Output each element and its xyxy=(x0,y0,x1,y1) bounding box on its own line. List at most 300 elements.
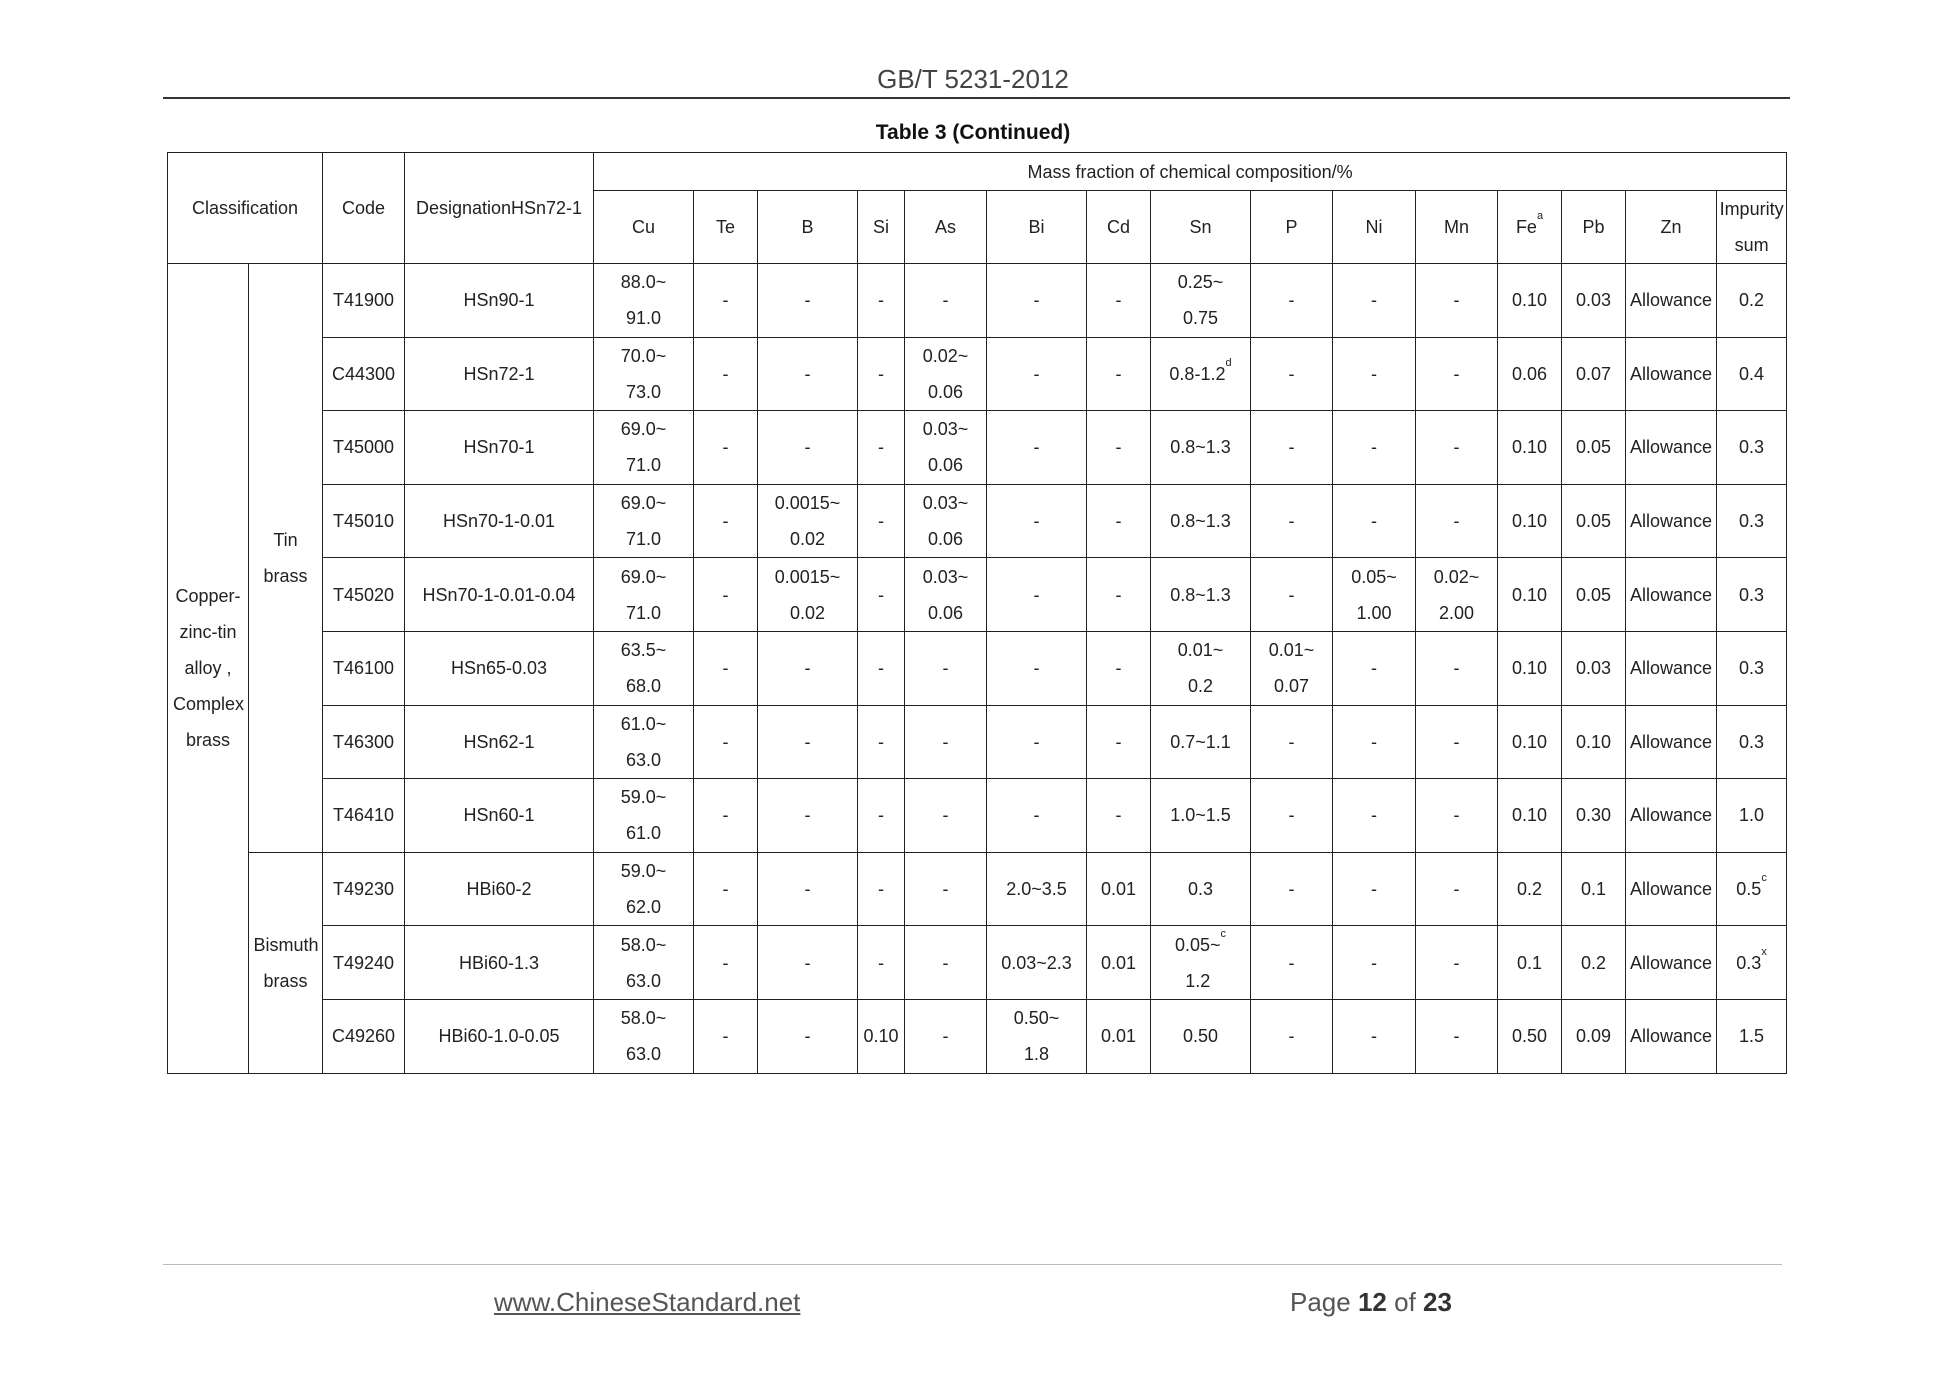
cell-pb xyxy=(1562,779,1626,853)
cell-te xyxy=(694,484,758,558)
cell-imp-value: 0.3 xyxy=(1736,952,1762,973)
cell-fe-value: 0.10 xyxy=(1511,731,1548,752)
cell-pb xyxy=(1562,264,1626,338)
cell-sn xyxy=(1151,484,1251,558)
header-cd: Cd xyxy=(1087,191,1151,264)
cell-sn xyxy=(1151,631,1251,705)
cell-code xyxy=(323,705,405,779)
cell-si-value: - xyxy=(878,952,885,973)
cell-ni-value: - xyxy=(1371,290,1378,311)
cell-imp-value: 0.4 xyxy=(1739,363,1765,384)
cell-ni xyxy=(1333,926,1416,1000)
cell-b xyxy=(758,484,858,558)
cell-as xyxy=(905,264,987,338)
cell-bi-value: - xyxy=(1033,437,1040,458)
cell-cu xyxy=(594,999,694,1073)
cell-sn-value: 0.05~ 1.2 xyxy=(1174,934,1221,991)
cell-cu-value: 59.0~ 61.0 xyxy=(620,787,667,844)
cell-sn-value: 0.25~ 0.75 xyxy=(1177,272,1224,329)
cell-imp xyxy=(1717,999,1787,1073)
cell-pb xyxy=(1562,926,1626,1000)
cell-designation-value: HSn62-1 xyxy=(463,731,535,752)
cell-zn xyxy=(1626,779,1717,853)
cell-si-value: - xyxy=(878,584,885,605)
cell-code-value: C44300 xyxy=(331,363,396,384)
header-divider xyxy=(163,97,1790,99)
cell-zn-value: Allowance xyxy=(1629,511,1713,532)
cell-sn xyxy=(1151,411,1251,485)
cell-si xyxy=(858,926,905,1000)
cell-designation-value: HSn70-1-0.01 xyxy=(442,511,556,532)
cell-sn xyxy=(1151,926,1251,1000)
cell-pb xyxy=(1562,411,1626,485)
cell-si xyxy=(858,999,905,1073)
cell-cu xyxy=(594,337,694,411)
cell-as-value: 0.03~ 0.06 xyxy=(922,419,969,476)
cell-ni xyxy=(1333,411,1416,485)
header-b: B xyxy=(758,191,858,264)
cell-ni xyxy=(1333,705,1416,779)
cell-mn-value: - xyxy=(1453,952,1460,973)
cell-p xyxy=(1251,631,1333,705)
cell-mn xyxy=(1416,705,1498,779)
cell-fe xyxy=(1498,852,1562,926)
cell-si-value: - xyxy=(878,805,885,826)
cell-p xyxy=(1251,484,1333,558)
cell-mn xyxy=(1416,484,1498,558)
table-row xyxy=(168,264,1787,338)
cell-bi xyxy=(987,852,1087,926)
cell-imp xyxy=(1717,411,1787,485)
cell-bi xyxy=(987,337,1087,411)
cell-p-value: - xyxy=(1288,805,1295,826)
cell-designation xyxy=(405,337,594,411)
cell-code xyxy=(323,264,405,338)
cell-designation xyxy=(405,558,594,632)
table-row xyxy=(168,852,1787,926)
cell-mn xyxy=(1416,779,1498,853)
cell-zn-value: Allowance xyxy=(1629,805,1713,826)
cell-te-value: - xyxy=(722,437,729,458)
cell-cd-value: 0.01 xyxy=(1100,1026,1137,1047)
cell-imp-footnote: c xyxy=(1761,872,1767,885)
cell-zn-value: Allowance xyxy=(1629,290,1713,311)
cell-b-value: - xyxy=(804,1026,811,1047)
cell-pb xyxy=(1562,337,1626,411)
cell-bi-value: - xyxy=(1033,731,1040,752)
cell-pb xyxy=(1562,852,1626,926)
header-impurity-sum xyxy=(1717,191,1787,264)
cell-te xyxy=(694,705,758,779)
subgroup-label: Bismuth brass xyxy=(253,934,319,991)
cell-zn-value: Allowance xyxy=(1629,437,1713,458)
cell-mn-value: - xyxy=(1453,437,1460,458)
cell-imp-value: 0.3 xyxy=(1739,584,1765,605)
cell-b xyxy=(758,705,858,779)
cell-code-value: C49260 xyxy=(331,1026,396,1047)
header-fe-footnote: a xyxy=(1536,210,1544,222)
cell-mn-value: - xyxy=(1453,805,1460,826)
cell-sn-value: 0.01~ 0.2 xyxy=(1177,640,1224,697)
cell-pb-value: 0.09 xyxy=(1575,1026,1612,1047)
cell-si-value: - xyxy=(878,731,885,752)
cell-bi-value: - xyxy=(1033,290,1040,311)
cell-designation xyxy=(405,705,594,779)
cell-ni-value: 0.05~ 1.00 xyxy=(1351,566,1397,623)
cell-si-value: - xyxy=(878,363,885,384)
header-cu: Cu xyxy=(594,191,694,264)
cell-mn xyxy=(1416,926,1498,1000)
cell-code-value: T45010 xyxy=(332,511,395,532)
cell-imp xyxy=(1717,631,1787,705)
cell-b-value: - xyxy=(804,805,811,826)
cell-sn-value: 0.3 xyxy=(1188,879,1214,900)
cell-sn-value: 1.0~1.5 xyxy=(1170,805,1231,826)
cell-designation-value: HBi60-1.3 xyxy=(458,952,540,973)
cell-b-value: - xyxy=(804,437,811,458)
cell-as-value: - xyxy=(942,658,949,679)
cell-zn-value: Allowance xyxy=(1629,731,1713,752)
cell-code xyxy=(323,926,405,1000)
cell-cd-value: - xyxy=(1115,290,1122,311)
cell-imp xyxy=(1717,926,1787,1000)
cell-b xyxy=(758,558,858,632)
cell-mn xyxy=(1416,411,1498,485)
cell-ni xyxy=(1333,264,1416,338)
cell-cu-value: 58.0~ 63.0 xyxy=(620,1008,667,1065)
cell-b xyxy=(758,631,858,705)
cell-cu-value: 63.5~ 68.0 xyxy=(620,640,667,697)
cell-p xyxy=(1251,337,1333,411)
cell-pb xyxy=(1562,999,1626,1073)
cell-pb-value: 0.07 xyxy=(1575,363,1612,384)
cell-si xyxy=(858,484,905,558)
cell-fe-value: 0.10 xyxy=(1511,290,1548,311)
cell-ni xyxy=(1333,779,1416,853)
cell-mn-value: - xyxy=(1453,1026,1460,1047)
cell-imp-value: 1.5 xyxy=(1739,1026,1765,1047)
cell-p xyxy=(1251,999,1333,1073)
cell-as-value: - xyxy=(942,731,949,752)
group-cell xyxy=(168,264,249,1074)
cell-cd-value: - xyxy=(1115,658,1122,679)
cell-sn xyxy=(1151,264,1251,338)
page-of: of xyxy=(1394,1287,1416,1317)
cell-imp-value: 0.3 xyxy=(1739,511,1765,532)
cell-sn xyxy=(1151,999,1251,1073)
cell-mn-value: - xyxy=(1453,658,1460,679)
cell-zn xyxy=(1626,484,1717,558)
cell-b-value: 0.0015~ 0.02 xyxy=(774,566,841,623)
cell-code xyxy=(323,484,405,558)
cell-cd-value: - xyxy=(1115,584,1122,605)
cell-pb xyxy=(1562,631,1626,705)
cell-ni xyxy=(1333,852,1416,926)
cell-bi-value: 2.0~3.5 xyxy=(1006,879,1067,900)
cell-fe-value: 0.10 xyxy=(1511,805,1548,826)
cell-code xyxy=(323,337,405,411)
cell-cu xyxy=(594,484,694,558)
cell-b xyxy=(758,926,858,1000)
cell-fe xyxy=(1498,337,1562,411)
cell-zn-value: Allowance xyxy=(1629,1026,1713,1047)
cell-designation xyxy=(405,926,594,1000)
cell-pb-value: 0.03 xyxy=(1575,658,1612,679)
cell-zn xyxy=(1626,411,1717,485)
cell-imp-value: 1.0 xyxy=(1739,805,1765,826)
cell-as-value: 0.02~ 0.06 xyxy=(922,345,969,402)
cell-pb-value: 0.30 xyxy=(1575,805,1612,826)
cell-imp xyxy=(1717,337,1787,411)
cell-si-value: - xyxy=(878,437,885,458)
cell-te xyxy=(694,631,758,705)
cell-cd-value: - xyxy=(1115,511,1122,532)
cell-si xyxy=(858,337,905,411)
cell-sn xyxy=(1151,337,1251,411)
cell-cu-value: 69.0~ 71.0 xyxy=(620,493,667,550)
cell-cd-value: 0.01 xyxy=(1100,879,1137,900)
header-p: P xyxy=(1251,191,1333,264)
cell-sn-value: 0.50 xyxy=(1182,1026,1219,1047)
cell-fe-value: 0.10 xyxy=(1511,658,1548,679)
cell-zn xyxy=(1626,631,1717,705)
cell-fe xyxy=(1498,999,1562,1073)
cell-te-value: - xyxy=(722,290,729,311)
cell-designation-value: HSn70-1-0.01-0.04 xyxy=(422,584,576,605)
cell-cd-value: 0.01 xyxy=(1100,952,1137,973)
cell-bi-value: 0.50~ 1.8 xyxy=(1013,1008,1060,1065)
table-row xyxy=(168,631,1787,705)
cell-as xyxy=(905,558,987,632)
cell-te xyxy=(694,926,758,1000)
cell-pb-value: 0.2 xyxy=(1581,952,1607,973)
cell-cu xyxy=(594,264,694,338)
cell-zn-value: Allowance xyxy=(1629,879,1713,900)
table-row xyxy=(168,411,1787,485)
table-row xyxy=(168,926,1787,1000)
cell-p xyxy=(1251,558,1333,632)
cell-si xyxy=(858,558,905,632)
cell-bi xyxy=(987,411,1087,485)
cell-p xyxy=(1251,779,1333,853)
cell-bi xyxy=(987,558,1087,632)
page-indicator xyxy=(1290,1287,1452,1318)
cell-designation xyxy=(405,852,594,926)
header-sn: Sn xyxy=(1151,191,1251,264)
cell-sn xyxy=(1151,852,1251,926)
cell-te-value: - xyxy=(722,879,729,900)
cell-imp xyxy=(1717,558,1787,632)
cell-as xyxy=(905,337,987,411)
cell-as xyxy=(905,999,987,1073)
cell-zn xyxy=(1626,999,1717,1073)
cell-code xyxy=(323,631,405,705)
cell-bi-value: - xyxy=(1033,584,1040,605)
cell-cd-value: - xyxy=(1115,805,1122,826)
cell-pb-value: 0.05 xyxy=(1575,584,1612,605)
cell-mn xyxy=(1416,999,1498,1073)
cell-bi xyxy=(987,999,1087,1073)
cell-cd xyxy=(1087,779,1151,853)
cell-designation xyxy=(405,631,594,705)
header-code: Code xyxy=(323,153,405,264)
cell-te-value: - xyxy=(722,805,729,826)
cell-fe xyxy=(1498,411,1562,485)
cell-code xyxy=(323,852,405,926)
table-row xyxy=(168,337,1787,411)
cell-p-value: - xyxy=(1288,731,1295,752)
cell-p-value: - xyxy=(1288,437,1295,458)
cell-code xyxy=(323,999,405,1073)
cell-pb xyxy=(1562,484,1626,558)
cell-b-value: - xyxy=(804,731,811,752)
cell-b xyxy=(758,779,858,853)
cell-as xyxy=(905,705,987,779)
cell-cu-value: 59.0~ 62.0 xyxy=(620,861,667,918)
subgroup-bismuth-brass xyxy=(249,852,323,1073)
cell-si xyxy=(858,779,905,853)
cell-ni-value: - xyxy=(1371,952,1378,973)
cell-designation xyxy=(405,411,594,485)
cell-te xyxy=(694,411,758,485)
cell-fe-value: 0.1 xyxy=(1517,952,1543,973)
header-classification: Classification xyxy=(168,153,323,264)
cell-te-value: - xyxy=(722,658,729,679)
cell-bi-value: - xyxy=(1033,363,1040,384)
cell-p-value: - xyxy=(1288,511,1295,532)
header-ni: Ni xyxy=(1333,191,1416,264)
cell-si xyxy=(858,411,905,485)
cell-designation-value: HBi60-1.0-0.05 xyxy=(438,1026,560,1047)
website-link[interactable]: www.ChineseStandard.net xyxy=(494,1287,801,1317)
cell-zn xyxy=(1626,852,1717,926)
cell-p-value: - xyxy=(1288,290,1295,311)
cell-cd xyxy=(1087,484,1151,558)
header-mn: Mn xyxy=(1416,191,1498,264)
cell-ni xyxy=(1333,337,1416,411)
table-row xyxy=(168,484,1787,558)
cell-pb-value: 0.1 xyxy=(1581,879,1607,900)
cell-as-value: - xyxy=(942,1026,949,1047)
cell-te xyxy=(694,558,758,632)
cell-ni xyxy=(1333,558,1416,632)
cell-sn-value: 0.8~1.3 xyxy=(1170,511,1231,532)
page-prefix: Page xyxy=(1290,1287,1351,1317)
cell-fe xyxy=(1498,705,1562,779)
table-title: Table 3 (Continued) xyxy=(875,121,1071,144)
cell-mn-value: - xyxy=(1453,731,1460,752)
table-row xyxy=(168,999,1787,1073)
cell-pb-value: 0.05 xyxy=(1575,511,1612,532)
cell-ni xyxy=(1333,999,1416,1073)
cell-b-value: 0.0015~ 0.02 xyxy=(774,493,841,550)
cell-as xyxy=(905,484,987,558)
cell-zn-value: Allowance xyxy=(1629,952,1713,973)
cell-designation xyxy=(405,999,594,1073)
header-impurity-sum-label: Impurity sum xyxy=(1719,199,1784,255)
cell-designation xyxy=(405,484,594,558)
cell-sn xyxy=(1151,558,1251,632)
cell-code-value: T46410 xyxy=(332,805,395,826)
cell-cd xyxy=(1087,558,1151,632)
cell-code-value: T49230 xyxy=(332,879,395,900)
cell-te-value: - xyxy=(722,584,729,605)
cell-zn-value: Allowance xyxy=(1629,658,1713,679)
cell-ni-value: - xyxy=(1371,731,1378,752)
cell-cu-value: 58.0~ 63.0 xyxy=(620,934,667,991)
cell-cd xyxy=(1087,337,1151,411)
cell-as xyxy=(905,926,987,1000)
cell-ni-value: - xyxy=(1371,1026,1378,1047)
document-code: GB/T 5231-2012 xyxy=(877,64,1069,94)
cell-bi xyxy=(987,484,1087,558)
cell-te xyxy=(694,337,758,411)
cell-sn-footnote: d xyxy=(1225,356,1232,369)
subgroup-label: Tin brass xyxy=(263,529,308,586)
cell-p xyxy=(1251,926,1333,1000)
cell-bi xyxy=(987,631,1087,705)
header-fe xyxy=(1498,191,1562,264)
cell-designation-value: HSn70-1 xyxy=(463,437,535,458)
cell-as xyxy=(905,852,987,926)
cell-bi xyxy=(987,926,1087,1000)
cell-code-value: T45020 xyxy=(332,584,395,605)
cell-p-value: - xyxy=(1288,363,1295,384)
cell-cu xyxy=(594,558,694,632)
cell-si xyxy=(858,631,905,705)
cell-designation xyxy=(405,779,594,853)
cell-as-value: - xyxy=(942,879,949,900)
cell-te-value: - xyxy=(722,511,729,532)
cell-p-value: - xyxy=(1288,879,1295,900)
cell-mn-value: - xyxy=(1453,363,1460,384)
cell-p xyxy=(1251,705,1333,779)
cell-bi-value: - xyxy=(1033,805,1040,826)
cell-sn-value: 0.8-1.2 xyxy=(1169,363,1226,384)
cell-si-value: - xyxy=(878,290,885,311)
cell-te-value: - xyxy=(722,363,729,384)
cell-ni-value: - xyxy=(1371,363,1378,384)
cell-cu-value: 69.0~ 71.0 xyxy=(620,419,667,476)
cell-imp-value: 0.5 xyxy=(1736,879,1762,900)
cell-te-value: - xyxy=(722,731,729,752)
cell-imp xyxy=(1717,779,1787,853)
cell-fe xyxy=(1498,631,1562,705)
cell-bi xyxy=(987,705,1087,779)
subgroup-tin-brass xyxy=(249,264,323,853)
cell-cd xyxy=(1087,852,1151,926)
cell-sn-footnote: c xyxy=(1220,927,1227,940)
cell-cu xyxy=(594,779,694,853)
cell-imp-value: 0.3 xyxy=(1739,437,1765,458)
cell-sn-value: 0.8~1.3 xyxy=(1170,584,1231,605)
cell-fe-value: 0.06 xyxy=(1511,363,1548,384)
cell-p-value: - xyxy=(1288,1026,1295,1047)
cell-imp xyxy=(1717,705,1787,779)
cell-zn-value: Allowance xyxy=(1629,584,1713,605)
cell-mn xyxy=(1416,264,1498,338)
cell-mn xyxy=(1416,558,1498,632)
group-label: Copper-zinc-tin alloy , Complex brass xyxy=(173,586,245,751)
cell-zn xyxy=(1626,705,1717,779)
cell-b-value: - xyxy=(804,290,811,311)
cell-designation-value: HBi60-2 xyxy=(466,879,532,900)
cell-cd-value: - xyxy=(1115,363,1122,384)
cell-cd-value: - xyxy=(1115,437,1122,458)
cell-code-value: T45000 xyxy=(332,437,395,458)
cell-mn xyxy=(1416,337,1498,411)
cell-zn xyxy=(1626,264,1717,338)
